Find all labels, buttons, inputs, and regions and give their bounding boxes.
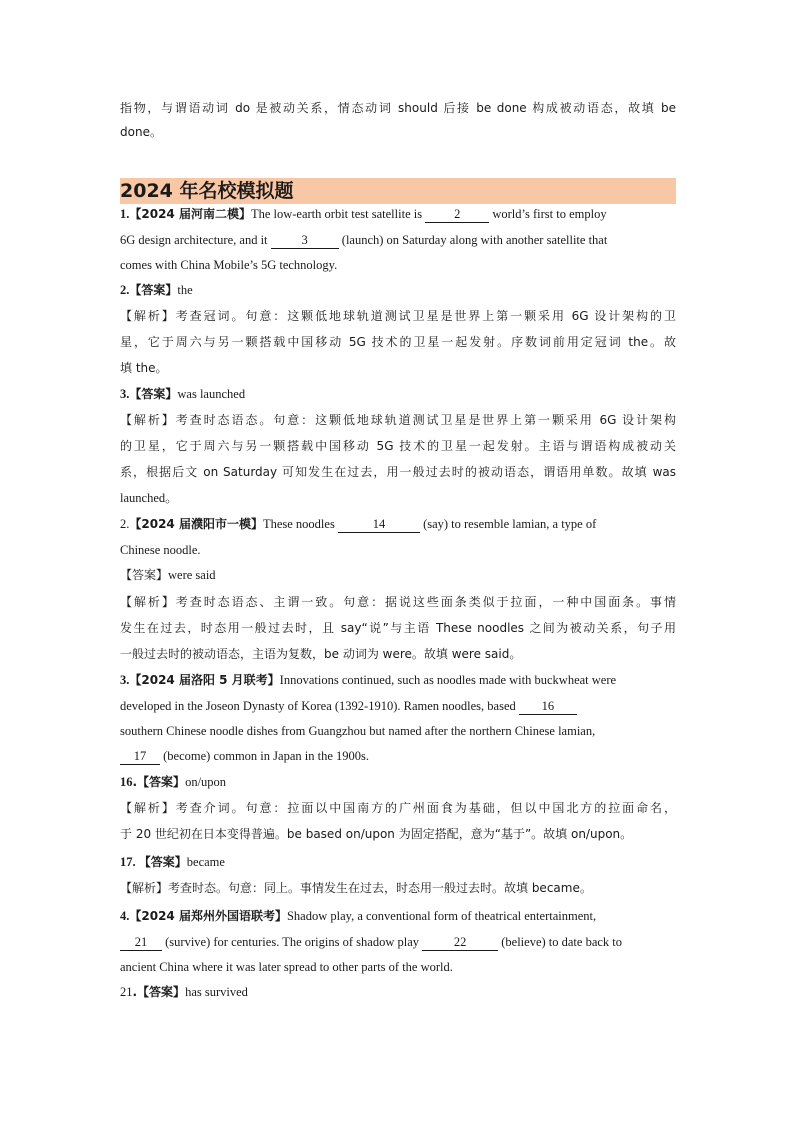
question-4-line-1	[120, 906, 596, 926]
question-text: 6G design architecture, and it	[120, 233, 271, 247]
question-number: 4.	[120, 909, 130, 923]
analysis-3-line-2: 的卫星，它于周六与另一颗搭载中国移动 5G 技术的卫星一起发射。主语与谓语构成被动关	[120, 439, 676, 453]
question-3-line-3: southern Chinese noodle dishes from Guangzhou but named after the northern Chinese lamian,	[120, 724, 596, 738]
answer-value: the	[177, 283, 193, 297]
question-text: (say) to resemble lamian, a type of	[419, 517, 597, 531]
question-text: These noodles	[262, 517, 338, 531]
analysis-3-line-4: launched。	[120, 491, 178, 505]
question-4-line-3: ancient China where it was later spread to other parts of the world.	[120, 960, 453, 974]
blank-21: 21	[120, 935, 162, 951]
answer-value: was launched	[177, 387, 246, 401]
question-source: 【2024 届濮阳市一模】	[129, 517, 263, 531]
answer-value: has survived	[185, 985, 248, 999]
question-text: (become) common in Japan in the 1900s.	[160, 749, 369, 763]
question-text: (launch) on Saturday along with another satellite that	[338, 233, 608, 247]
question-1-line-1	[120, 204, 607, 224]
question-source: 【2024 届郑州外国语联考】	[129, 909, 287, 923]
blank-17: 17	[120, 749, 160, 765]
blank-3: 3	[271, 233, 339, 249]
answer-14	[120, 565, 216, 585]
analysis-14-line-3: 一般过去时的被动语态，主语为复数，be 动词为 were。故填 were said。	[120, 647, 522, 661]
answer-label: .【答案】	[132, 985, 186, 999]
answer-number: 3.	[120, 387, 130, 401]
answer-value: became	[186, 855, 225, 869]
answer-number: 21	[120, 985, 133, 999]
section-title: 2024 年名校模拟题	[120, 178, 676, 204]
analysis-17-line-1: 【解析】考查时态。句意：同上。事情发生在过去，时态用一般过去时。故填 became。	[120, 881, 592, 895]
question-1-line-3: comes with China Mobile’s 5G technology.	[120, 258, 338, 272]
question-source: 【2024 届河南二模】	[129, 207, 251, 221]
answer-value: on/upon	[185, 775, 227, 789]
question-text: Shadow play, a conventional form of theatrical entertainment,	[286, 909, 597, 923]
answer-17	[120, 852, 225, 872]
answer-label: 【答案】	[138, 855, 187, 869]
answer-number: 2.	[120, 283, 130, 297]
analysis-16-line-1: 【解析】考查介词。句意：拉面以中国南方的广州面食为基础，但以中国北方的拉面命名，	[120, 801, 676, 815]
question-1-line-2	[120, 230, 607, 250]
answer-21	[120, 982, 248, 1002]
question-3-line-2	[120, 696, 577, 716]
answer-2	[120, 280, 193, 300]
answer-16	[120, 772, 226, 792]
question-number: 3.	[120, 673, 130, 687]
question-3-line-1	[120, 670, 616, 690]
question-3-line-4	[120, 746, 369, 766]
analysis-14-line-1: 【解析】考查时态语态、主谓一致。句意：据说这些面条类似于拉面，一种中国面条。事情	[120, 595, 676, 609]
intro-line-2: done。	[120, 125, 162, 139]
question-text: The low-earth orbit test satellite is	[250, 207, 426, 221]
answer-label: 【答案】	[129, 387, 178, 401]
answer-value: were said	[168, 568, 216, 582]
question-text: (survive) for centuries. The origins of shadow play	[162, 935, 423, 949]
question-2-line-2: Chinese noodle.	[120, 543, 201, 557]
answer-number: 17.	[120, 855, 136, 869]
question-text: Innovations continued, such as noodles made with buckwheat were	[279, 673, 617, 687]
analysis-3-line-1: 【解析】考查时态语态。句意：这颗低地球轨道测试卫星是世界上第一颗采用 6G 设计架构	[120, 413, 676, 427]
question-number: 2.	[120, 517, 130, 531]
question-source: 【2024 届洛阳 5 月联考】	[129, 673, 280, 687]
question-text: developed in the Joseon Dynasty of Korea (1392-1910). Ramen noodles, based	[120, 699, 519, 713]
answer-3	[120, 384, 245, 404]
question-2-line-1	[120, 514, 596, 534]
analysis-2-line-3: 填 the。	[120, 361, 168, 375]
analysis-16-line-2: 于 20 世纪初在日本变得普遍。be based on/upon 为固定搭配，意为“基于”。故填 on/upon。	[120, 827, 633, 841]
intro-line-1: 指物，与谓语动词 do 是被动关系，情态动词 should 后接 be done 构成被动语态，故填 be	[120, 101, 676, 115]
answer-number: 16	[120, 775, 133, 789]
question-number: 1.	[120, 207, 130, 221]
analysis-2-line-2: 星，它于周六与另一颗搭载中国移动 5G 技术的卫星一起发射。序数词前用定冠词 the。故	[120, 335, 676, 349]
blank-2: 2	[425, 207, 489, 223]
answer-label: 【答案】	[129, 283, 178, 297]
question-4-line-2	[120, 932, 622, 952]
analysis-2-line-1: 【解析】考查冠词。句意：这颗低地球轨道测试卫星是世界上第一颗采用 6G 设计架构的卫	[120, 309, 676, 323]
blank-14: 14	[338, 517, 420, 533]
question-text: (believe) to date back to	[498, 935, 623, 949]
blank-22: 22	[422, 935, 498, 951]
analysis-3-line-3: 系，根据后文 on Saturday 可知发生在过去，用一般过去时的被动语态，谓语用单数。故填 was	[120, 465, 676, 479]
blank-16: 16	[519, 699, 577, 715]
question-text: world’s first to employ	[489, 207, 607, 221]
analysis-14-line-2: 发生在过去，时态用一般过去时，且 say“说”与主语 These noodles 之间为被动关系，句子用	[120, 621, 676, 635]
answer-label: .【答案】	[132, 775, 186, 789]
answer-label: 【答案】	[120, 568, 169, 582]
